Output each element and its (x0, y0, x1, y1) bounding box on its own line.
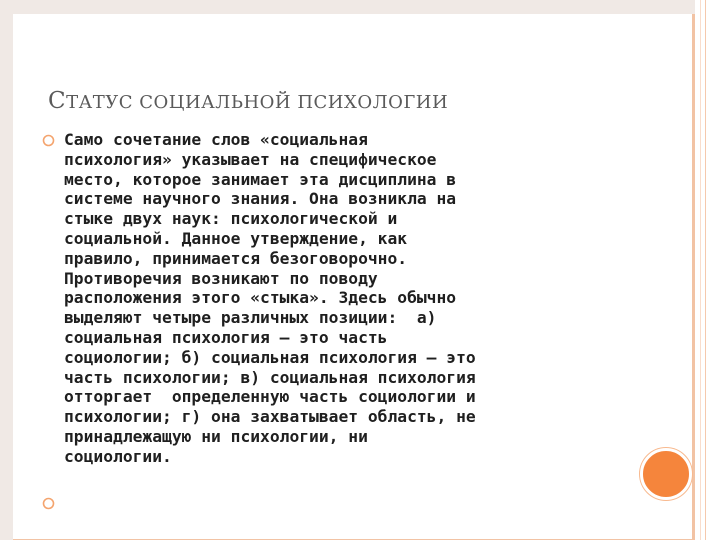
decorative-orange-circle (640, 448, 692, 500)
decorative-vertical-line (705, 0, 706, 540)
slide-title-first-letter: С (48, 88, 67, 114)
slide-body-text: Само сочетание слов «социальная психология» указывает на специфическое место, которое занимает эта дисциплина в системе научного знания. Она возникла на стыке двух наук: психологической и социальной. Данное утверждение, как правило, принимается безоговорочно. Противоречия возникают по поводу расположения этого «стыка». Здесь обычно выделяют четыре различных позиции: а) социальная психология – это часть социологии; б) социальная психология – это часть психологии; в) социальная психология отторгает определенную часть социологии и психологии; г) она захватывает область, не принадлежащую ни психологии, ни социологии. (64, 130, 476, 466)
slide-title-rest: ТАТУС СОЦИАЛЬНОЙ ПСИХОЛОГИИ (66, 92, 449, 113)
slide-title (48, 78, 448, 116)
bullet-icon (42, 497, 55, 510)
bullet-icon (42, 134, 55, 147)
decorative-vertical-line (700, 0, 701, 540)
decorative-right-strip (695, 0, 720, 540)
